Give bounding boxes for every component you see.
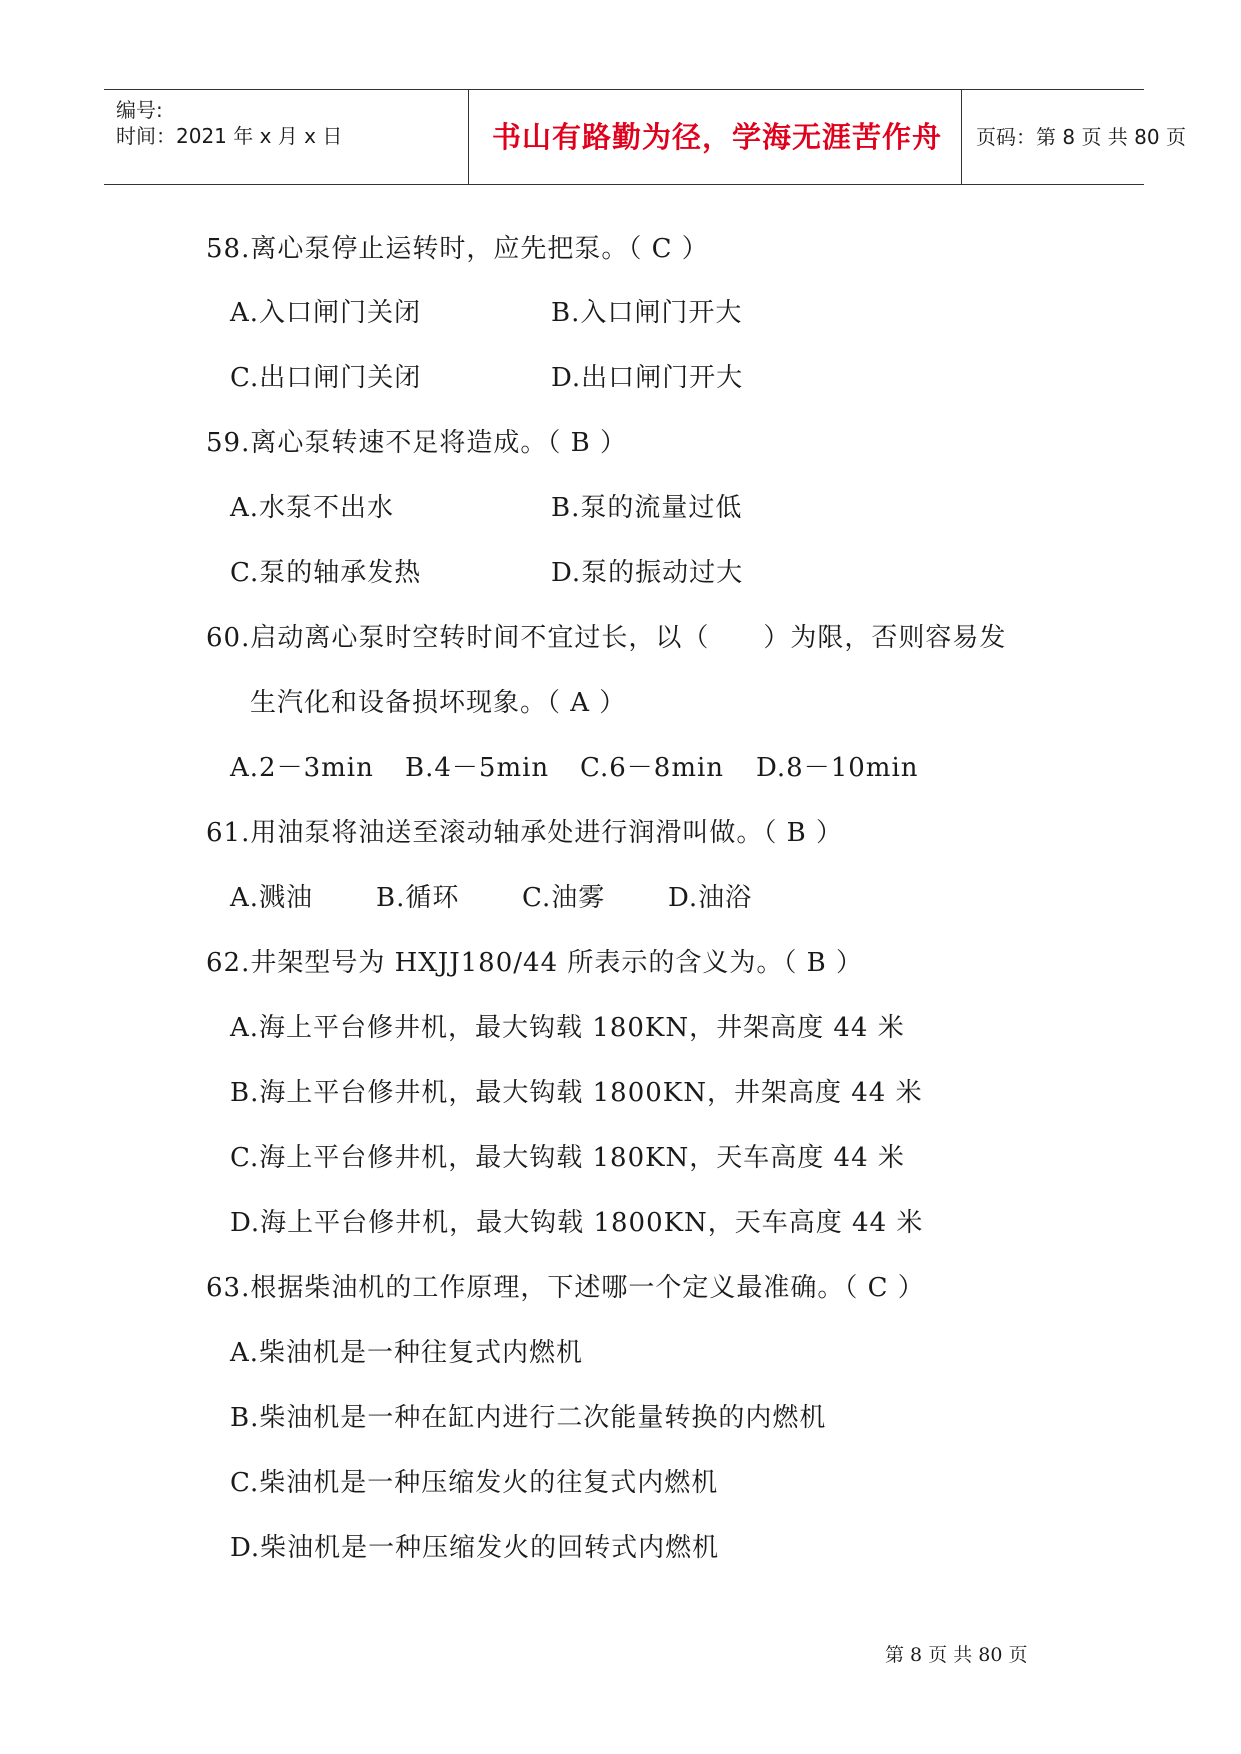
document-number-label: 编号: bbox=[116, 98, 163, 122]
question-option: C.油雾 bbox=[522, 883, 606, 913]
header-meta bbox=[116, 90, 468, 184]
question-option: B.入口闸门开大 bbox=[551, 298, 743, 328]
question-stem: 61.用油泵将油送至滚动轴承处进行润滑叫做。（ B ） bbox=[206, 818, 843, 848]
question-option: D.出口闸门开大 bbox=[551, 363, 744, 393]
question-option: A.水泵不出水 bbox=[230, 493, 395, 523]
question-option: C.柴油机是一种压缩发火的往复式内燃机 bbox=[230, 1468, 719, 1498]
question-option: D.油浴 bbox=[668, 883, 753, 913]
question-option: A.柴油机是一种往复式内燃机 bbox=[230, 1338, 584, 1368]
question-option: C.泵的轴承发热 bbox=[230, 558, 422, 588]
question-option: D.8－10min bbox=[756, 753, 919, 783]
question-option: B.循环 bbox=[376, 883, 460, 913]
header-motto: 书山有路勤为径，学海无涯苦作舟 bbox=[491, 120, 942, 154]
question-stem: 58.离心泵停止运转时，应先把泵。（ C ） bbox=[206, 234, 709, 264]
question-option: D.柴油机是一种压缩发火的回转式内燃机 bbox=[230, 1533, 720, 1563]
question-stem: 59.离心泵转速不足将造成。（ B ） bbox=[206, 428, 627, 458]
question-stem-continued: 生汽化和设备损坏现象。（ A ） bbox=[250, 688, 627, 718]
question-stem: 60.启动离心泵时空转时间不宜过长，以（ ）为限，否则容易发 bbox=[206, 623, 1007, 653]
question-option: C.6－8min bbox=[580, 753, 725, 783]
footer-page-number: 第 8 页 共 80 页 bbox=[885, 1644, 1028, 1666]
question-option: B.柴油机是一种在缸内进行二次能量转换的内燃机 bbox=[230, 1403, 827, 1433]
question-option: A.入口闸门关闭 bbox=[230, 298, 422, 328]
question-option: D.海上平台修井机，最大钩载 1800KN，天车高度 44 米 bbox=[230, 1208, 924, 1238]
header-divider bbox=[468, 90, 469, 184]
header-divider bbox=[961, 90, 962, 184]
question-option: A.2－3min bbox=[230, 753, 374, 783]
question-option: D.泵的振动过大 bbox=[551, 558, 744, 588]
question-option: B.4－5min bbox=[405, 753, 550, 783]
question-stem: 62.井架型号为 HXJJ180/44 所表示的含义为。（ B ） bbox=[206, 948, 864, 978]
question-option: B.泵的流量过低 bbox=[551, 493, 743, 523]
question-option: B.海上平台修井机，最大钩载 1800KN，井架高度 44 米 bbox=[230, 1078, 923, 1108]
header-page-number: 页码：第 8 页 共 80 页 bbox=[976, 125, 1186, 149]
question-option: A.溅油 bbox=[230, 883, 314, 913]
page-header bbox=[104, 89, 1186, 185]
document-time-label: 时间：2021 年 x 月 x 日 bbox=[116, 124, 343, 148]
question-option: C.出口闸门关闭 bbox=[230, 363, 422, 393]
question-option: A.海上平台修井机，最大钩载 180KN，井架高度 44 米 bbox=[230, 1013, 905, 1043]
question-stem: 63.根据柴油机的工作原理，下述哪一个定义最准确。（ C ） bbox=[206, 1273, 925, 1303]
question-option: C.海上平台修井机，最大钩载 180KN，天车高度 44 米 bbox=[230, 1143, 905, 1173]
